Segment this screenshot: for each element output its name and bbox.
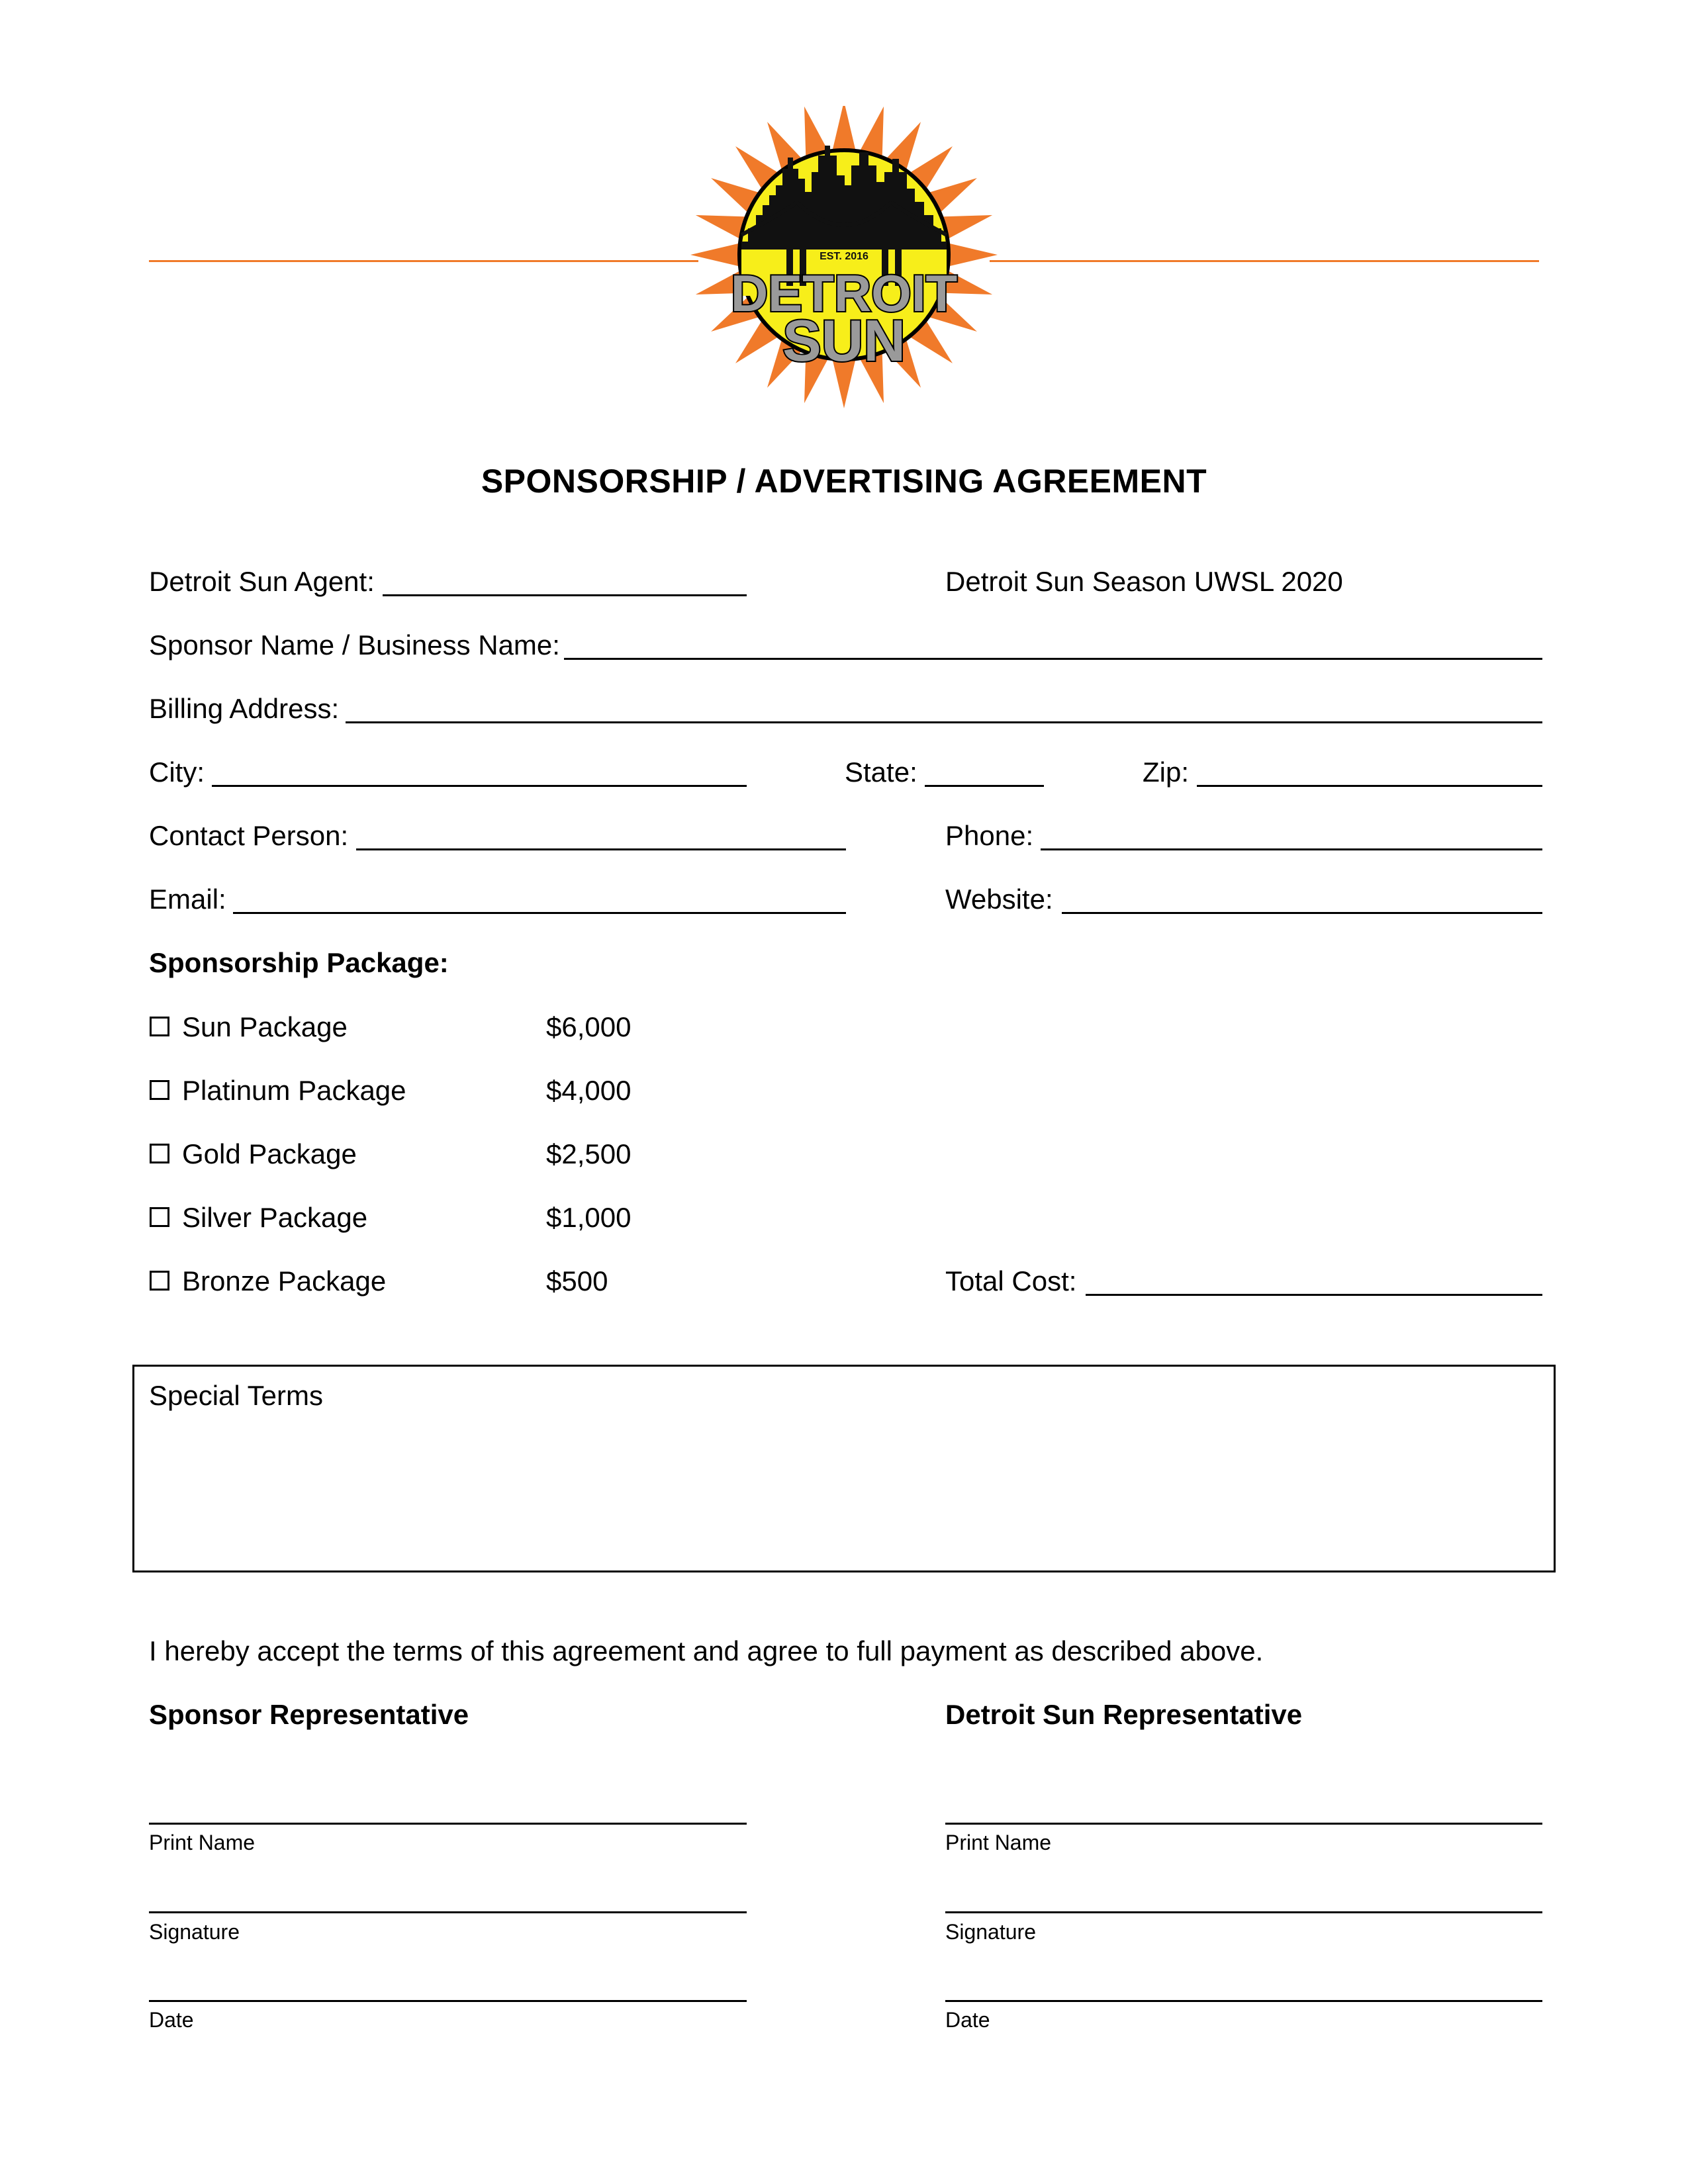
agent-label: Detroit Sun Agent: <box>149 566 375 597</box>
zip-field[interactable] <box>1197 785 1542 787</box>
website-label: Website: <box>945 884 1053 915</box>
sponsor-signature-caption: Signature <box>149 1920 240 1944</box>
phone-field[interactable] <box>1041 848 1542 850</box>
billing-address-label: Billing Address: <box>149 693 340 724</box>
detroit-signature-field[interactable] <box>945 1911 1542 1913</box>
platinum-package-checkbox[interactable] <box>150 1080 169 1100</box>
sponsor-print-name-field[interactable] <box>149 1823 747 1825</box>
agent-field[interactable] <box>383 594 747 596</box>
logo-word-detroit: DETROIT <box>730 264 958 322</box>
state-field[interactable] <box>925 785 1044 787</box>
package-name: Bronze Package <box>182 1265 387 1297</box>
email-label: Email: <box>149 884 226 915</box>
sponsor-name-label: Sponsor Name / Business Name: <box>149 629 560 660</box>
email-field[interactable] <box>233 912 846 914</box>
package-price: $1,000 <box>546 1202 632 1233</box>
page-title: SPONSORSHIP / ADVERTISING AGREEMENT <box>481 463 1207 500</box>
detroit-print-name-caption: Print Name <box>945 1831 1052 1854</box>
special-terms-label: Special Terms <box>149 1380 323 1411</box>
header-rule-left <box>149 260 698 262</box>
detroit-representative-heading: Detroit Sun Representative <box>945 1699 1303 1730</box>
sponsor-signature-field[interactable] <box>149 1911 747 1913</box>
package-price: $2,500 <box>546 1138 632 1169</box>
billing-address-field[interactable] <box>346 721 1542 723</box>
acceptance-statement: I hereby accept the terms of this agreement and agree to full payment as described above. <box>149 1635 1264 1666</box>
logo-established-text: EST. 2016 <box>820 251 868 262</box>
silver-package-checkbox[interactable] <box>150 1207 169 1227</box>
sponsor-representative-heading: Sponsor Representative <box>149 1699 469 1730</box>
detroit-signature-caption: Signature <box>945 1920 1036 1944</box>
detroit-print-name-field[interactable] <box>945 1823 1542 1825</box>
special-terms-box[interactable] <box>132 1365 1556 1572</box>
sponsorship-package-heading: Sponsorship Package: <box>149 947 449 978</box>
season-text: Detroit Sun Season UWSL 2020 <box>945 566 1343 597</box>
package-name: Gold Package <box>182 1138 357 1169</box>
sponsor-name-field[interactable] <box>564 658 1542 660</box>
detroit-sun-logo <box>688 106 1000 417</box>
city-label: City: <box>149 756 205 788</box>
total-cost-label: Total Cost: <box>945 1265 1077 1297</box>
package-name: Sun Package <box>182 1011 348 1042</box>
total-cost-field[interactable] <box>1086 1294 1542 1296</box>
state-label: State: <box>845 756 917 788</box>
package-price: $6,000 <box>546 1011 632 1042</box>
detroit-date-caption: Date <box>945 2008 990 2032</box>
logo-word-sun: SUN <box>782 308 906 373</box>
sponsor-date-caption: Date <box>149 2008 194 2032</box>
sun-package-checkbox[interactable] <box>150 1017 169 1036</box>
package-name: Silver Package <box>182 1202 368 1233</box>
zip-label: Zip: <box>1143 756 1190 788</box>
sponsor-date-field[interactable] <box>149 2000 747 2002</box>
phone-label: Phone: <box>945 820 1034 851</box>
contact-person-field[interactable] <box>356 848 846 850</box>
package-price: $500 <box>546 1265 608 1297</box>
package-price: $4,000 <box>546 1075 632 1106</box>
gold-package-checkbox[interactable] <box>150 1144 169 1163</box>
bridge-deck-icon <box>741 242 947 250</box>
detroit-date-field[interactable] <box>945 2000 1542 2002</box>
website-field[interactable] <box>1062 912 1542 914</box>
header-rule-right <box>990 260 1539 262</box>
sponsor-print-name-caption: Print Name <box>149 1831 256 1854</box>
city-field[interactable] <box>212 785 747 787</box>
bronze-package-checkbox[interactable] <box>150 1271 169 1291</box>
package-name: Platinum Package <box>182 1075 406 1106</box>
contact-person-label: Contact Person: <box>149 820 349 851</box>
